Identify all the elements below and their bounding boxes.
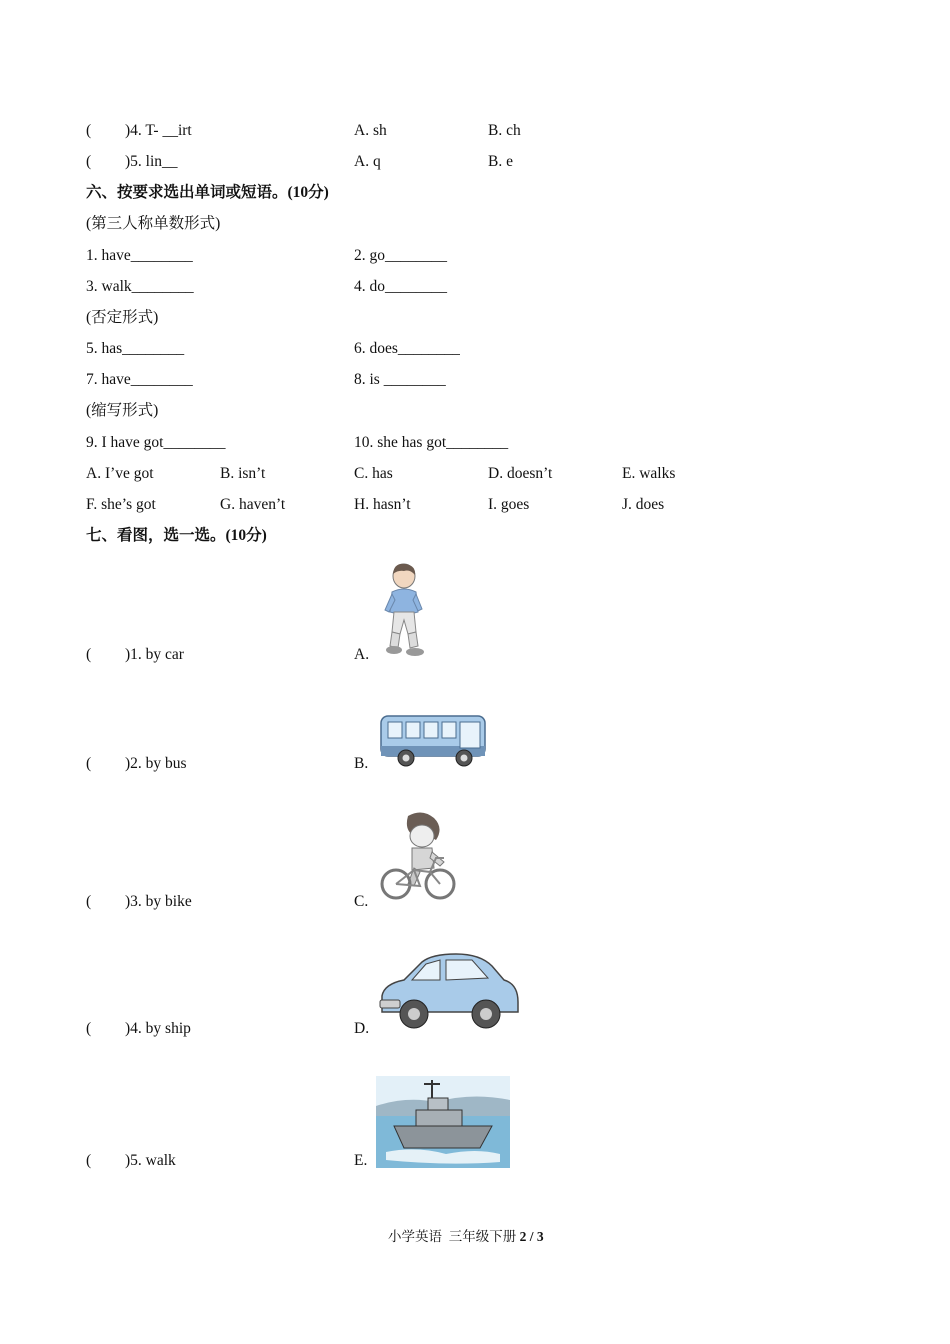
subheading: (缩写形式): [86, 402, 159, 419]
item: 9. I have got________: [86, 434, 226, 451]
question: )4. T- __irt: [125, 122, 192, 139]
page-footer: [388, 1225, 544, 1245]
bus-image: [378, 710, 490, 770]
word-option: F. she’s got: [86, 496, 156, 513]
word-option: I. goes: [488, 496, 530, 513]
option-label: E.: [354, 1152, 368, 1169]
option-b: B. ch: [488, 122, 521, 139]
word-option: B. isn’t: [220, 465, 266, 482]
option-label: C.: [354, 893, 369, 910]
option-a: A. sh: [354, 122, 387, 139]
boy-on-bike-image: [378, 810, 460, 906]
option-label: B.: [354, 755, 369, 772]
word-option: J. does: [622, 496, 665, 513]
question: )5. walk: [125, 1152, 176, 1169]
subheading: (第三人称单数形式): [86, 215, 221, 232]
item: 1. have________: [86, 247, 193, 264]
word-option: D. doesn’t: [488, 465, 553, 482]
item: 3. walk________: [86, 278, 194, 295]
ship-image: [376, 1076, 510, 1168]
paren: (: [86, 1152, 92, 1169]
word-option: E. walks: [622, 465, 676, 482]
question: )5. lin__: [125, 153, 178, 170]
item: 4. do________: [354, 278, 447, 295]
section-6-title: 六、按要求选出单词或短语。(10分): [86, 184, 329, 201]
paren: (: [86, 1020, 92, 1037]
option-label: D.: [354, 1020, 370, 1037]
page-number: 2 / 3: [519, 1229, 544, 1244]
word-option: G. haven’t: [220, 496, 286, 513]
option-label: A.: [354, 646, 370, 663]
item: 2. go________: [354, 247, 447, 264]
option-b: B. e: [488, 153, 513, 170]
item: 6. does________: [354, 340, 460, 357]
question: )3. by bike: [125, 893, 192, 910]
paren: (: [86, 153, 92, 170]
item: 5. has________: [86, 340, 185, 357]
paren: (: [86, 646, 92, 663]
section-7-title: 七、看图，选一选。(10分): [86, 527, 267, 544]
question: )4. by ship: [125, 1020, 191, 1037]
footer-subject: 小学英语 三年级下册: [388, 1229, 520, 1244]
item: 7. have________: [86, 371, 193, 388]
paren: (: [86, 122, 92, 139]
word-option: C. has: [354, 465, 393, 482]
option-a: A. q: [354, 153, 381, 170]
word-option: H. hasn’t: [354, 496, 411, 513]
walking-boy-image: [380, 562, 428, 660]
item: 8. is ________: [354, 371, 446, 388]
car-image: [376, 950, 522, 1034]
subheading: (否定形式): [86, 309, 159, 326]
question: )2. by bus: [125, 755, 187, 772]
word-option: A. I’ve got: [86, 465, 154, 482]
question: )1. by car: [125, 646, 184, 663]
item: 10. she has got________: [354, 434, 509, 451]
paren: (: [86, 893, 92, 910]
paren: (: [86, 755, 92, 772]
